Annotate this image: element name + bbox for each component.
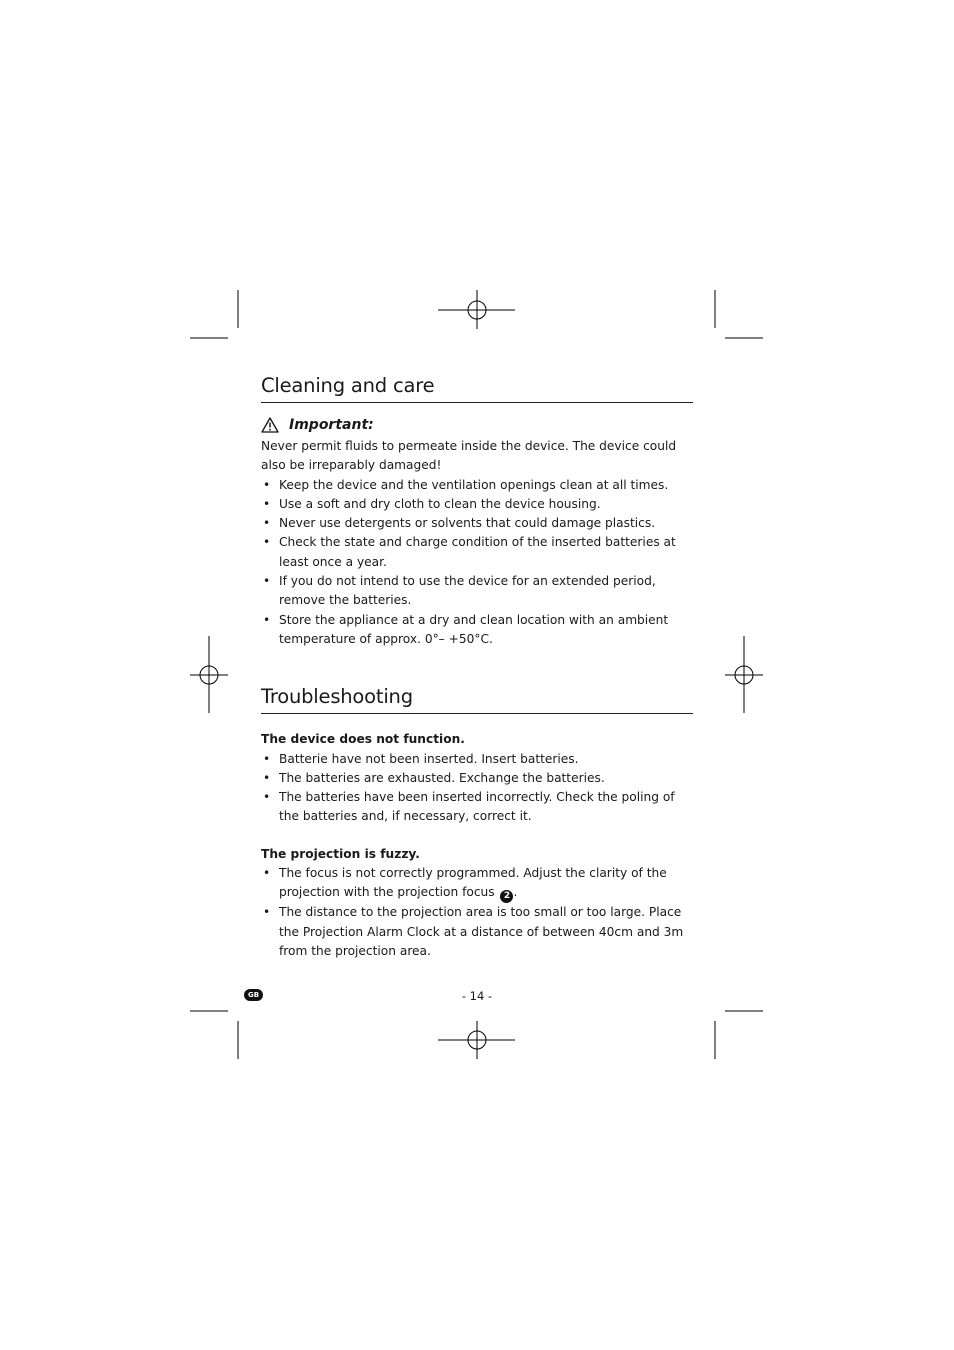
page-number: - 14 - xyxy=(461,989,493,1003)
list-item-text: The focus is not correctly programmed. Adjust the clarity of the projection with the projection focus xyxy=(279,866,667,900)
list-item: • The distance to the projection area is too small or too large. Place the Projection Alarm Clock at a distance of between 40cm and 3m from the projection area. xyxy=(261,903,693,961)
page-content xyxy=(261,372,693,961)
cleaning-bullet-list xyxy=(261,476,693,650)
problem1-bullet-list xyxy=(261,750,693,827)
list-item: • Check the state and charge condition of the inserted batteries at least once a year. xyxy=(261,533,693,572)
list-item: • The batteries are exhausted. Exchange the batteries. xyxy=(261,769,693,788)
important-intro: Never permit fluids to permeate inside the device. The device could also be irreparably damaged! xyxy=(261,439,677,473)
list-item: • Never use detergents or solvents that could damage plastics. xyxy=(261,514,693,533)
reference-number-badge: 2 xyxy=(500,890,513,903)
list-item: • Keep the device and the ventilation openings clean at all times. xyxy=(261,476,693,495)
problem-heading: The projection is fuzzy. xyxy=(261,846,420,861)
list-item-end: . xyxy=(513,885,518,900)
list-item: • Batterie have not been inserted. Insert batteries. xyxy=(261,750,693,769)
section-title-cleaning: Cleaning and care xyxy=(261,372,693,403)
list-item: • Store the appliance at a dry and clean location with an ambient temperature of approx. 0°– +50°C. xyxy=(261,611,693,650)
important-label: Important: xyxy=(289,417,374,434)
problem2-bullet-list xyxy=(261,864,693,961)
list-item: • If you do not intend to use the device for an extended period, remove the batteries. xyxy=(261,572,693,611)
section-title-troubleshooting: Troubleshooting xyxy=(261,683,693,714)
list-item: • The batteries have been inserted incorrectly. Check the poling of the batteries and, if necessary, correct it. xyxy=(261,788,693,827)
warning-triangle-icon xyxy=(261,417,279,433)
important-notice xyxy=(261,415,693,437)
list-item xyxy=(261,864,693,903)
country-badge: GB xyxy=(244,989,263,1001)
problem-heading: The device does not function. xyxy=(261,732,465,747)
list-item: • Use a soft and dry cloth to clean the device housing. xyxy=(261,495,693,514)
